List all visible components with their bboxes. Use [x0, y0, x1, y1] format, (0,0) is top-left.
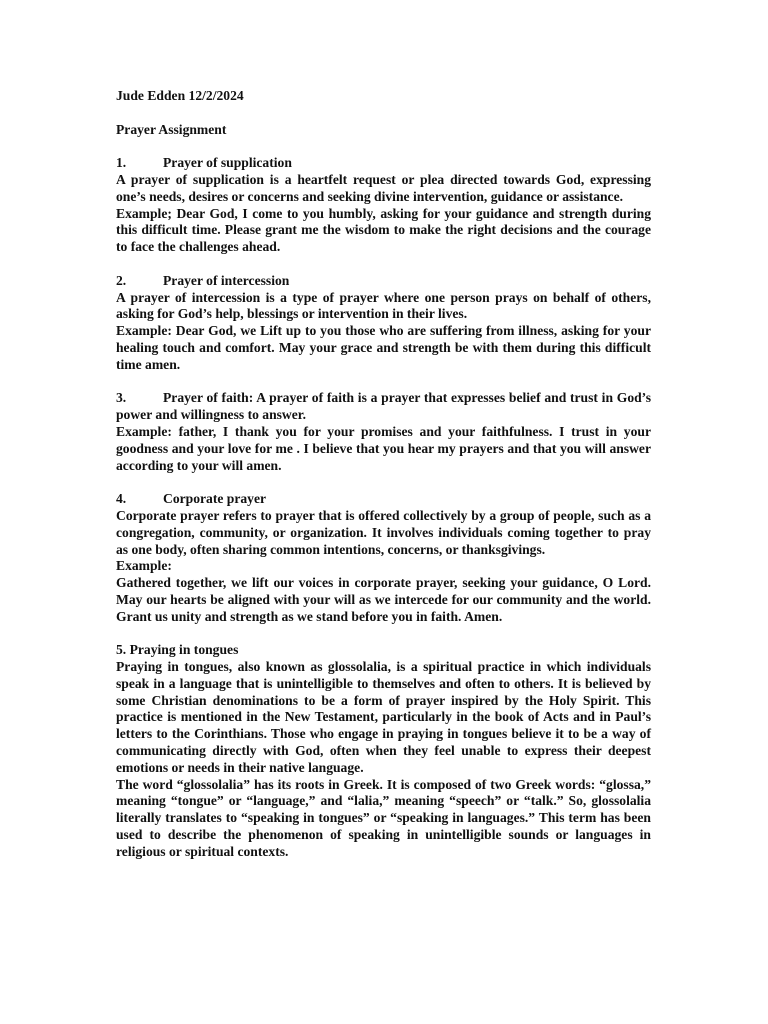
section-4-example-label: Example: — [116, 558, 172, 574]
spacer — [116, 474, 651, 491]
section-1-heading — [116, 155, 651, 172]
section-3-number: 3. — [116, 390, 127, 406]
spacer — [116, 256, 651, 273]
section-3-example: Example: father, I thank you for your promises and your faithfulness. I trust in your goodness and your love for me . I believe that you hear my prayers and that you will answer according to your will amen. — [116, 423, 651, 473]
section-1-number: 1. — [116, 155, 127, 171]
section-1-example: Example; Dear God, I come to you humbly, asking for your guidance and strength during this difficult time. Please grant me the wisdom to make the right decisions and the courage to face the challenges ahead. — [116, 205, 651, 255]
section-3-heading — [116, 390, 651, 424]
section-4-example: Gathered together, we lift our voices in corporate prayer, seeking your guidance, O Lord. May our hearts be aligned with your will as we intercede for our community and the world. Grant us unity and strength as we stand before you in faith. Amen. — [116, 575, 651, 624]
section-2-heading — [116, 273, 651, 290]
spacer — [116, 138, 651, 155]
spacer — [116, 626, 651, 643]
section-4-number: 4. — [116, 491, 127, 507]
section-3-title: Prayer of faith: A prayer of faith is a prayer that expresses belief and trust in God’s power and willingness to answer. — [116, 390, 651, 423]
section-1-definition: A prayer of supplication is a heartfelt request or plea directed towards God, expressing one’s needs, desires or concerns and seeking divine intervention, guidance or assistance. — [116, 171, 651, 204]
spacer — [116, 374, 651, 391]
section-2-number: 2. — [116, 272, 127, 288]
author-date: Jude Edden 12/2/2024 — [116, 88, 244, 103]
section-4-heading — [116, 491, 651, 508]
document-page — [116, 88, 651, 861]
section-1-title: Prayer of supplication — [163, 155, 292, 171]
section-5-heading: 5. Praying in tongues — [116, 642, 239, 658]
section-5-paragraph-2: The word “glossolalia” has its roots in Greek. It is composed of two Greek words: “glossa,” meaning “tongue” or “language,” and “lalia,” meaning “speech” or “talk.” So, glossolalia literally translates to “speaking in tongues” or “speaking in languages.” This term has been used to describe the phenomenon of speaking in unintelligible sounds or languages in religious or spiritual contexts. — [116, 776, 651, 859]
section-5-paragraph-1: Praying in tongues, also known as glossolalia, is a spiritual practice in which individuals speak in a language that is unintelligible to themselves and often to others. It is believed by some Christian denominations to be a form of prayer inspired by the Holy Spirit. This practice is mentioned in the New Testament, particularly in the book of Acts and in Paul’s letters to the Corinthians. Those who engage in praying in tongues believe it to be a way of communicating directly with God, often when they feel unable to express their deepest emotions or needs in their native language. — [116, 659, 651, 775]
section-4-definition: Corporate prayer refers to prayer that is offered collectively by a group of people, such as a congregation, community, or organization. It involves individuals coming together to pray as one body, often sharing common intentions, concerns, or thanksgivings. — [116, 507, 651, 557]
section-2-example: Example: Dear God, we Lift up to you those who are suffering from illness, asking for your healing touch and comfort. May your grace and strength be with them during this difficult time amen. — [116, 323, 651, 372]
section-4-title: Corporate prayer — [163, 491, 267, 507]
spacer — [116, 105, 651, 122]
section-2-title: Prayer of intercession — [163, 272, 290, 288]
document-title: Prayer Assignment — [116, 121, 227, 137]
section-2-definition: A prayer of intercession is a type of prayer where one person prays on behalf of others, asking for God’s help, blessings or intervention in their lives. — [116, 289, 651, 322]
